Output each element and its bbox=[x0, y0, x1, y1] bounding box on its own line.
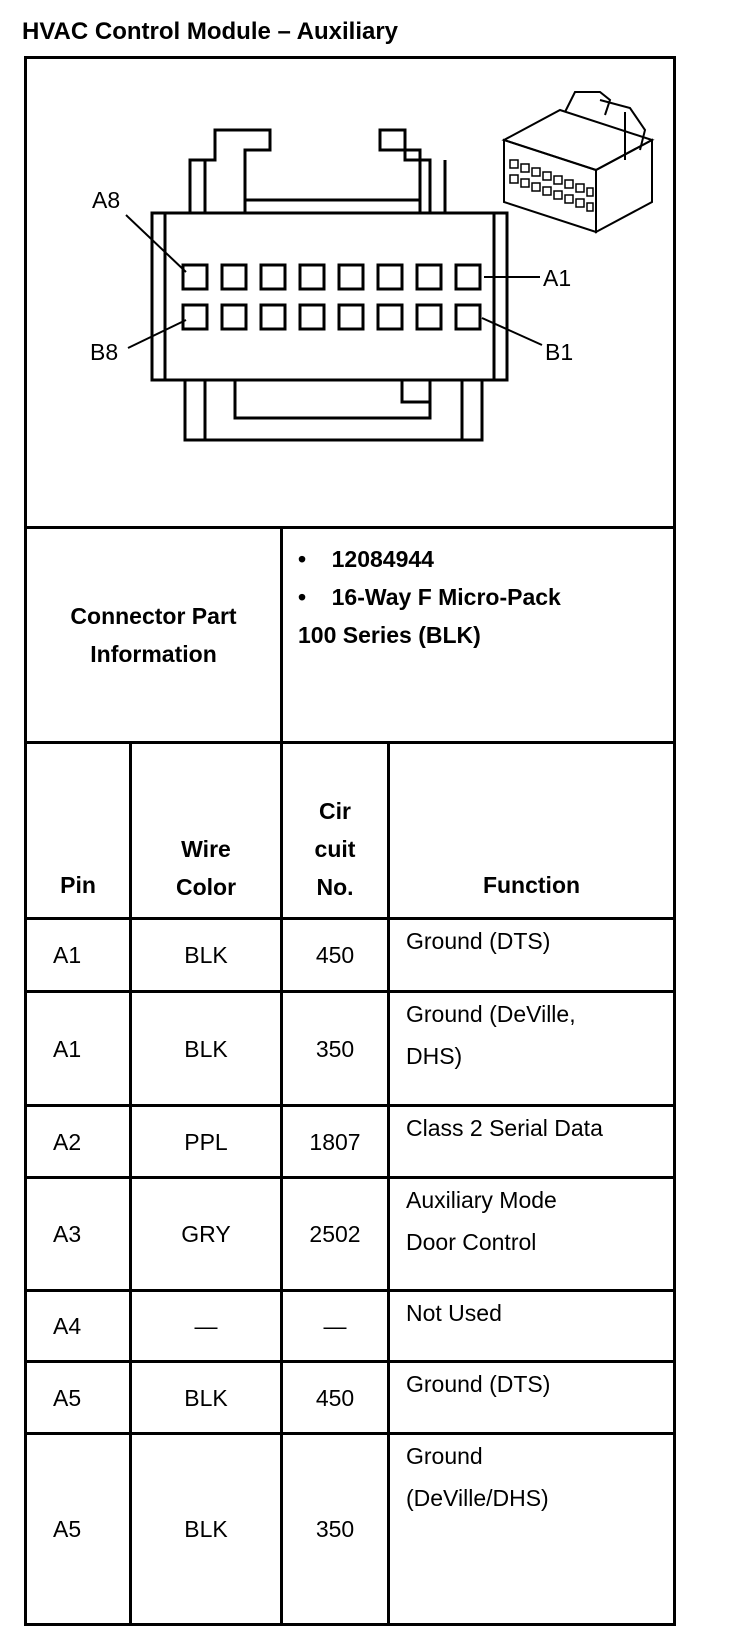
cell-pin: A1 bbox=[53, 1035, 82, 1062]
function-line: Class 2 Serial Data bbox=[406, 1115, 603, 1141]
cell-circuit-no: 350 bbox=[315, 1035, 355, 1062]
cell-pin: A3 bbox=[53, 1221, 82, 1247]
cell-function bbox=[390, 1435, 673, 1623]
function-line: Auxiliary Mode bbox=[406, 1187, 557, 1213]
cell-wire-color: BLK bbox=[184, 1516, 228, 1542]
cell-pin: A4 bbox=[53, 1313, 82, 1339]
part-number: 12084944 bbox=[331, 546, 434, 572]
cell-circuit-no: 350 bbox=[315, 1516, 355, 1542]
header-wire-color: Wire Color bbox=[175, 836, 237, 900]
function-line: Ground (DTS) bbox=[406, 928, 551, 954]
label-b8: B8 bbox=[90, 339, 119, 365]
page-title: HVAC Control Module – Auxiliary bbox=[22, 18, 399, 45]
cell-wire-color: GRY bbox=[181, 1221, 231, 1247]
cell-circuit-no: — bbox=[323, 1313, 347, 1339]
connector-diagram bbox=[27, 59, 673, 526]
cell-circuit-no: 1807 bbox=[309, 1128, 361, 1155]
cell-wire-color: BLK bbox=[184, 1384, 228, 1411]
cell-wire-color: PPL bbox=[184, 1128, 228, 1155]
label-a1: A1 bbox=[543, 265, 572, 291]
function-line: DHS) bbox=[406, 1043, 463, 1069]
function-line: Ground (DeVille, bbox=[406, 1001, 576, 1027]
label-a8: A8 bbox=[92, 187, 121, 213]
cell-pin: A1 bbox=[53, 942, 82, 968]
cell-function bbox=[390, 1107, 673, 1176]
function-line: Door Control bbox=[406, 1229, 537, 1255]
cell-circuit-no: 450 bbox=[315, 942, 355, 968]
header-circuit-no: Cir cuit No. bbox=[314, 798, 356, 900]
cell-circuit-no: 2502 bbox=[309, 1221, 361, 1247]
cell-pin: A2 bbox=[53, 1128, 82, 1155]
cell-wire-color: — bbox=[194, 1313, 218, 1339]
cell-function bbox=[390, 920, 673, 990]
divider bbox=[24, 741, 676, 744]
connector-info-label: Connector Part Information bbox=[70, 603, 237, 667]
cell-circuit-no: 450 bbox=[315, 1384, 355, 1411]
header-pin: Pin bbox=[60, 872, 96, 898]
cell-function bbox=[390, 1363, 673, 1432]
function-line: Not Used bbox=[406, 1300, 502, 1326]
cell-wire-color: BLK bbox=[184, 942, 228, 968]
cell-pin: A5 bbox=[53, 1384, 82, 1411]
cell-wire-color: BLK bbox=[184, 1035, 228, 1062]
cell-function bbox=[390, 993, 673, 1104]
cell-function bbox=[390, 1292, 673, 1360]
header-function: Function bbox=[482, 872, 581, 898]
cell-pin: A5 bbox=[53, 1516, 82, 1542]
label-b1: B1 bbox=[545, 339, 574, 365]
connector-info-value: • 12084944 • 16-Way F Micro-Pack 100 Series (BLK) bbox=[298, 546, 561, 648]
function-line: Ground bbox=[406, 1443, 483, 1469]
connector-description: 16-Way F Micro-Pack bbox=[331, 584, 561, 610]
cell-function bbox=[390, 1179, 673, 1289]
function-line: Ground (DTS) bbox=[406, 1371, 551, 1397]
function-line: (DeVille/DHS) bbox=[406, 1485, 549, 1511]
connector-3d-illustration bbox=[504, 92, 652, 232]
